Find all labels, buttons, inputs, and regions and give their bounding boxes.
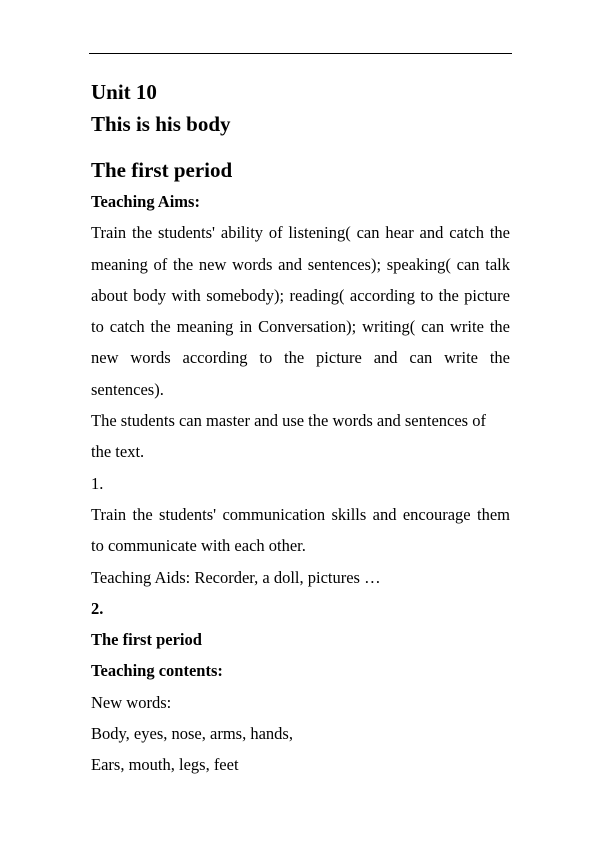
first-period-subheading: The first period — [91, 630, 202, 650]
words-line-2: Ears, mouth, legs, feet — [91, 755, 239, 775]
teaching-aids: Teaching Aids: Recorder, a doll, pictures … — [91, 567, 381, 587]
list-item-2-number: 2. — [91, 598, 104, 618]
aim-paragraph: Train the students' ability of listening( can hear and catch the meaning of the new words and sentences); speaking( can talk about body with somebody); reading( according to the picture to catch the meaning in Conversation); writing( can write the new words according to the picture and can write the sentences). — [91, 223, 510, 399]
teaching-aims-heading: Teaching Aims: — [91, 192, 200, 211]
teaching-contents-heading: Teaching contents: — [91, 661, 223, 681]
lesson-title: This is his body — [91, 112, 231, 136]
master-paragraph: The students can master and use the words and sentences of the text. — [91, 411, 486, 462]
period-heading: The first period — [91, 158, 233, 182]
unit-number: Unit 10 — [91, 80, 157, 104]
new-words-label: New words: — [91, 692, 172, 712]
list-item-1-number: 1. — [91, 473, 104, 493]
words-line-1: Body, eyes, nose, arms, hands, — [91, 724, 293, 744]
header-rule — [89, 53, 512, 54]
communication-paragraph: Train the students' communication skills and encourage them to communicate with each other. — [91, 504, 510, 556]
document-body — [91, 76, 510, 781]
